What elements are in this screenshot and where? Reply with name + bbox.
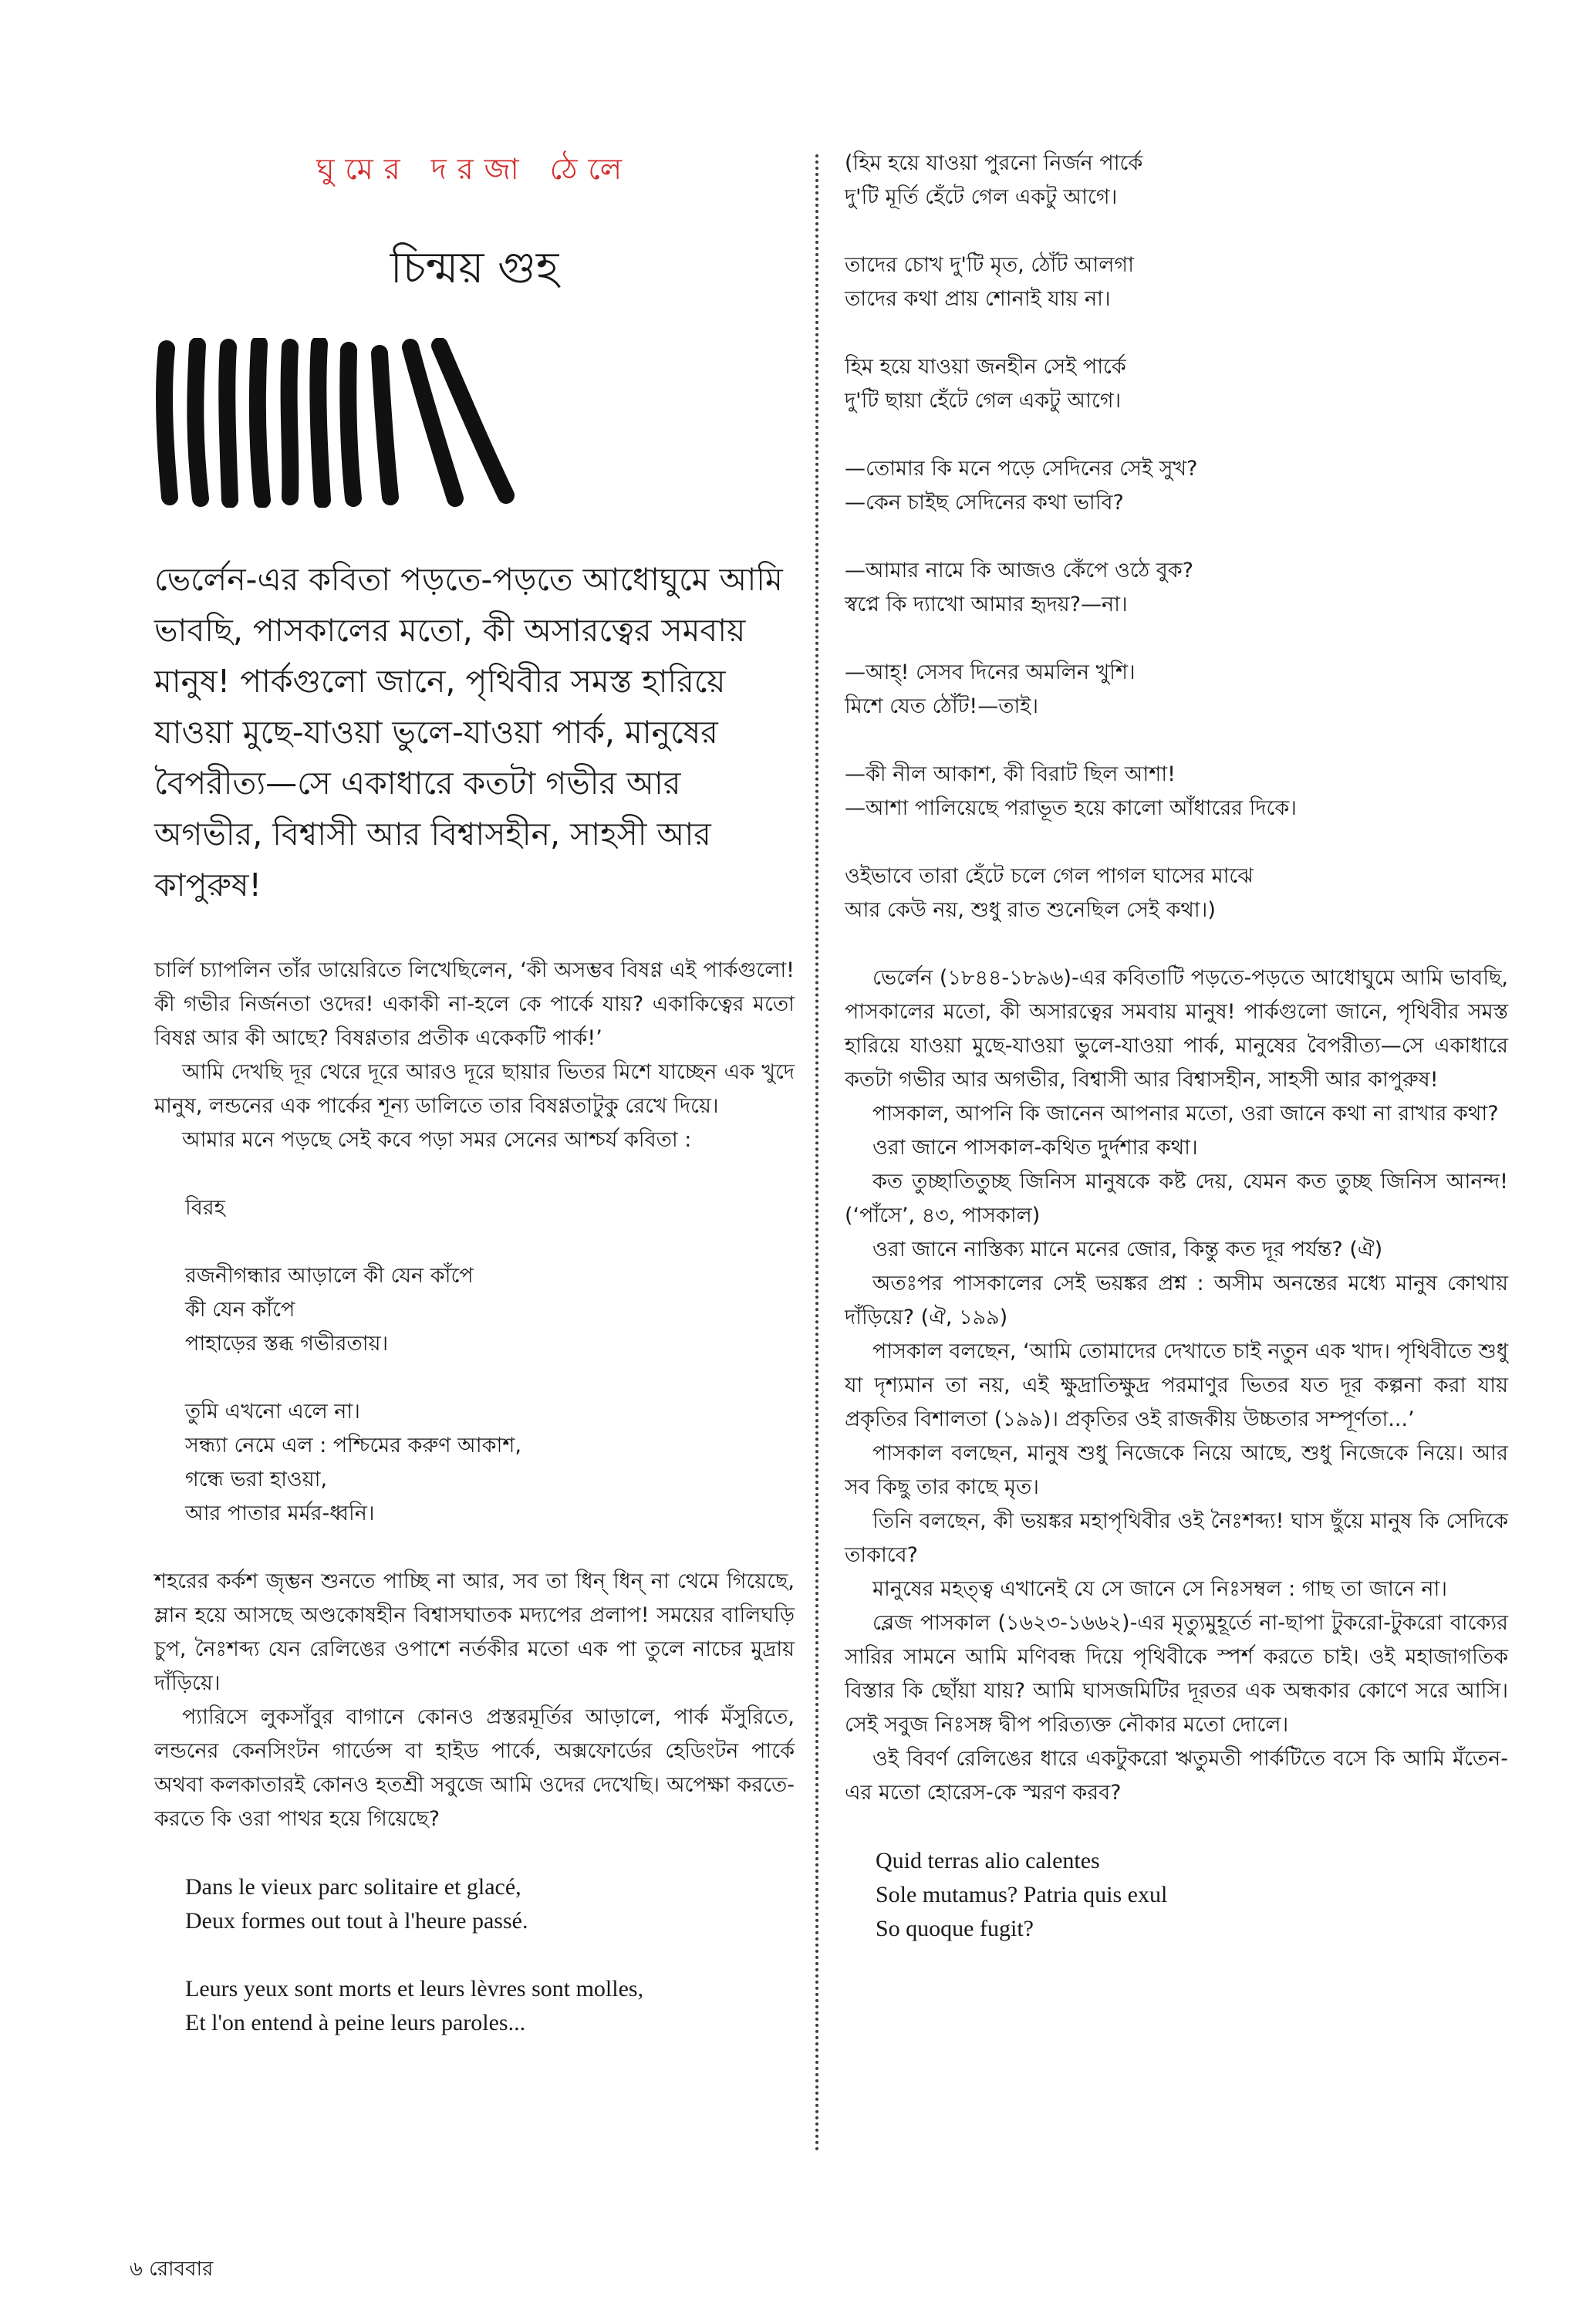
- poem-stanza: [845, 554, 1508, 622]
- left-body: [154, 954, 795, 2040]
- page-footer: [130, 2253, 213, 2287]
- paragraph: প্যারিসে লুকসাঁবুর বাগানে কোনও প্রস্তরমূর্তির আড়ালে, পার্ক মঁসুরিতে, লন্ডনের কেনসিংটন গার্ডেন্স বা হাইড পার্কে, অক্সফোর্ডের হেডিংটন পার্কে অথবা কলকাতারই কোনও হতশ্রী সবুজে আমি ওদের দেখেছি। অপেক্ষা করতে-করতে কি ওরা পাথর হয়ে গিয়েছে?: [154, 1705, 795, 1831]
- poem-line: —তোমার কি মনে পড়ে সেদিনের সেই সুখ?: [845, 457, 1198, 481]
- poem-line: তুমি এখনো এলে না।: [185, 1400, 360, 1424]
- verse-line: Quid terras alio calentes: [876, 1848, 1100, 1873]
- poem-stanza: [845, 656, 1508, 724]
- poem-line: আর কেউ নয়, শুধু রাত শুনেছিল সেই কথা।): [845, 898, 1216, 922]
- french-stanza: [154, 1870, 795, 1938]
- poem-line: —কেন চাইছ সেদিনের কথা ভাবি?: [845, 491, 1124, 515]
- poem-line: মিশে যেত ঠোঁট!—তাই।: [845, 694, 1039, 718]
- column-divider: [815, 154, 818, 2153]
- latin-stanza: [845, 1844, 1508, 1946]
- poem-stanza: [845, 758, 1508, 826]
- magazine-name: রোববার: [149, 2258, 214, 2281]
- verse-line: So quoque fugit?: [876, 1916, 1034, 1941]
- poem-line: —আহ্! সেসব দিনের অমলিন খুশি।: [845, 660, 1136, 684]
- paragraph: চার্লি চ্যাপলিন তাঁর ডায়েরিতে লিখেছিলেন, ‘কী অসম্ভব বিষণ্ণ এই পার্কগুলো! কী গভীর নির্জনতা ওদের! একাকী না-হলে কে পার্কে যায়? একাকিত্বের মতো বিষণ্ণ আর কী আছে? বিষণ্ণতার প্রতীক একেকটি পার্ক!’: [154, 958, 795, 1050]
- verse-line: Deux formes out tout à l'heure passé.: [185, 1908, 528, 1934]
- paragraph: মানুষের মহত্ত্ব এখানেই যে সে জানে সে নিঃসম্বল : গাছ তা জানে না।: [872, 1577, 1448, 1601]
- poem-stanza: [845, 147, 1508, 214]
- poem-line: —কী নীল আকাশ, কী বিরাট ছিল আশা!: [845, 762, 1176, 786]
- poem-line: কী যেন কাঁপে: [185, 1298, 295, 1322]
- paragraph: ওরা জানে পাসকাল-কথিত দুর্দশার কথা।: [872, 1136, 1198, 1160]
- poem-line: স্বপ্নে কি দ্যাখো আমার হৃদয়?—না।: [845, 593, 1128, 616]
- paragraph: তিনি বলছেন, কী ভয়ঙ্কর মহাপৃথিবীর ওই নৈঃশব্দ্য! ঘাস ছুঁয়ে মানুষ কি সেদিকে তাকাবে?: [845, 1509, 1508, 1567]
- lead-paragraph: ভের্লেন-এর কবিতা পড়তে-পড়তে আধোঘুমে আমি ভাবছি, পাসকালের মতো, কী অসারত্বের সমবায় মানুষ! পার্কগুলো জানে, পৃথিবীর সমস্ত হারিয়ে যাওয়া মুছে-যাওয়া ভুলে-যাওয়া পার্ক, মানুষের বৈপরীত্য—সে একাধারে কতটা গভীর আর অগভীর, বিশ্বাসী আর বিশ্বাসহীন, সাহসী আর কাপুরুষ!: [154, 561, 783, 904]
- poem-line: দু'টি মূর্তি হেঁটে গেল একটু আগে।: [845, 185, 1118, 209]
- paragraph: আমার মনে পড়ছে সেই কবে পড়া সমর সেনের আশ্চর্য কবিতা :: [182, 1128, 692, 1152]
- paragraph: কত তুচ্ছাতিতুচ্ছ জিনিস মানুষকে কষ্ট দেয়, যেমন কত তুচ্ছ জিনিস আনন্দ! (‘পাঁসে’, ৪৩, পাসকাল): [845, 1170, 1508, 1228]
- section-kicker: ঘুমের দরজা ঠেলে: [316, 152, 633, 186]
- brush-strokes-illustration: [154, 338, 540, 508]
- page-number: ৬: [130, 2258, 143, 2281]
- paragraph: আমি দেখছি দূর থেরে দূরে আরও দূরে ছায়ার ভিতর মিশে যাচ্ছেন এক খুদে মানুষ, লন্ডনের এক পার্কের শূন্য ডালিতে তার বিষণ্ণতাটুকু রেখে দিয়ে।: [154, 1060, 795, 1118]
- paragraph: পাসকাল, আপনি কি জানেন আপনার মতো, ওরা জানে কথা না রাখার কথা?: [872, 1102, 1499, 1126]
- paragraph: পাসকাল বলছেন, ‘আমি তোমাদের দেখাতে চাই নতুন এক খাদ। পৃথিবীতে শুধু যা দৃশ্যমান তা নয়, এই ক্ষুদ্রাতিক্ষুদ্র পরমাণুর ভিতর যত দূর কল্পনা করা যায় প্রকৃতির বিশালতা (১৯৯)। প্রকৃতির ওই রাজকীয় উচ্চতার সম্পূর্ণতা...’: [845, 1339, 1508, 1431]
- poem-line: —আশা পালিয়েছে পরাভূত হয়ে কালো আঁধারের দিকে।: [845, 796, 1297, 820]
- poem-stanza: [845, 860, 1508, 927]
- verse-line: Sole mutamus? Patria quis exul: [876, 1882, 1168, 1907]
- poem-stanza: [154, 1395, 795, 1531]
- poem-line: (হিম হয়ে যাওয়া পুরনো নির্জন পার্কে: [845, 151, 1143, 175]
- poem-line: ওইভাবে তারা হেঁটে চলে গেল পাগল ঘাসের মাঝে: [845, 864, 1254, 888]
- paragraph: পাসকাল বলছেন, মানুষ শুধু নিজেকে নিয়ে আছে, শুধু নিজেকে নিয়ে। আর সব কিছু তার কাছে মৃত।: [845, 1441, 1508, 1499]
- paragraph: ওরা জানে নাস্তিক্য মানে মনের জোর, কিন্তু কত দূর পর্যন্ত? (ঐ): [872, 1238, 1383, 1262]
- poem-stanza: [845, 350, 1508, 418]
- poem-title: [154, 1191, 795, 1225]
- poem-line: দু'টি ছায়া হেঁটে গেল একটু আগে।: [845, 389, 1122, 413]
- poem-stanza: [154, 1259, 795, 1361]
- verse-line: Dans le vieux parc solitaire et glacé,: [185, 1874, 521, 1900]
- left-column: [154, 147, 795, 2074]
- poem-stanza: [845, 248, 1508, 316]
- verse-line: Leurs yeux sont morts et leurs lèvres sont molles,: [185, 1976, 644, 2001]
- paragraph: ওই বিবর্ণ রেলিঙের ধারে একটুকরো ঋতুমতী পার্কটিতে বসে কি আমি মঁতেন-এর মতো হোরেস-কে স্মরণ করব?: [845, 1747, 1508, 1805]
- author-name: চিন্ময় গুহ: [390, 243, 559, 293]
- poem-line: বিরহ: [185, 1196, 225, 1220]
- poem-line: —আমার নামে কি আজও কেঁপে ওঠে বুক?: [845, 559, 1194, 583]
- poem-line: আর পাতার মর্মর-ধ্বনি।: [185, 1501, 375, 1525]
- poem-line: সন্ধ্যা নেমে এল : পশ্চিমের করুণ আকাশ,: [185, 1434, 521, 1458]
- poem-line: তাদের চোখ দু'টি মৃত, ঠোঁট আলগা: [845, 253, 1134, 277]
- paragraph: ভের্লেন (১৮৪৪-১৮৯৬)-এর কবিতাটি পড়তে-পড়তে আধোঘুমে আমি ভাবছি, পাসকালের মতো, কী অসারত্বের সমবায় মানুষ! পার্কগুলো জানে, পৃথিবীর সমস্ত হারিয়ে যাওয়া মুছে-যাওয়া ভুলে-যাওয়া পার্ক, মানুষের বৈপরীত্য—সে একাধারে কতটা গভীর আর অগভীর, বিশ্বাসী আর বিশ্বাসহীন, সাহসী আর কাপুরুষ!: [845, 966, 1508, 1092]
- paragraph: ব্লেজ পাসকাল (১৬২৩-১৬৬২)-এর মৃত্যুমুহূর্তে না-ছাপা টুকরো-টুকরো বাক্যের সারির সামনে আমি মণিবন্ধ দিয়ে পৃথিবীকে স্পর্শ করতে চাই। ওই মহাজাগতিক বিস্তার কি ছোঁয়া যায়? আমি ঘাসজমিটির দূরতর এক অন্ধকার কোণে সরে আসি। সেই সবুজ নিঃসঙ্গ দ্বীপ পরিত্যক্ত নৌকার মতো দোলে।: [845, 1611, 1508, 1737]
- poem-line: গন্ধে ভরা হাওয়া,: [185, 1468, 328, 1491]
- poem-stanza: [845, 452, 1508, 520]
- poem-line: হিম হয়ে যাওয়া জনহীন সেই পার্কে: [845, 355, 1126, 379]
- paragraph: শহরের কর্কশ জৃম্ভন শুনতে পাচ্ছি না আর, সব তা ধিন্ ধিন্ না থেমে গিয়েছে, ম্লান হয়ে আসছে অণ্ডকোষহীন বিশ্বাসঘাতক মদ্যপের প্রলাপ! সময়ের বালিঘড়ি চুপ, নৈঃশব্দ্য যেন রেলিঙের ওপাশে নর্তকীর মতো এক পা তুলে নাচের মুদ্রায় দাঁড়িয়ে।: [154, 1569, 795, 1695]
- poem-line: পাহাড়ের স্তব্ধ গভীরতায়।: [185, 1332, 389, 1356]
- right-body: [845, 961, 1508, 1810]
- french-stanza: [154, 1972, 795, 2040]
- verse-line: Et l'on entend à peine leurs paroles...: [185, 2010, 526, 2035]
- poem-line: তাদের কথা প্রায় শোনাই যায় না।: [845, 287, 1111, 311]
- right-column: [845, 147, 1508, 1980]
- paragraph: অতঃপর পাসকালের সেই ভয়ঙ্কর প্রশ্ন : অসীম অনন্তের মধ্যে মানুষ কোথায় দাঁড়িয়ে? (ঐ, ১৯৯): [845, 1272, 1508, 1329]
- poem-line: রজনীগন্ধার আড়ালে কী যেন কাঁপে: [185, 1264, 474, 1288]
